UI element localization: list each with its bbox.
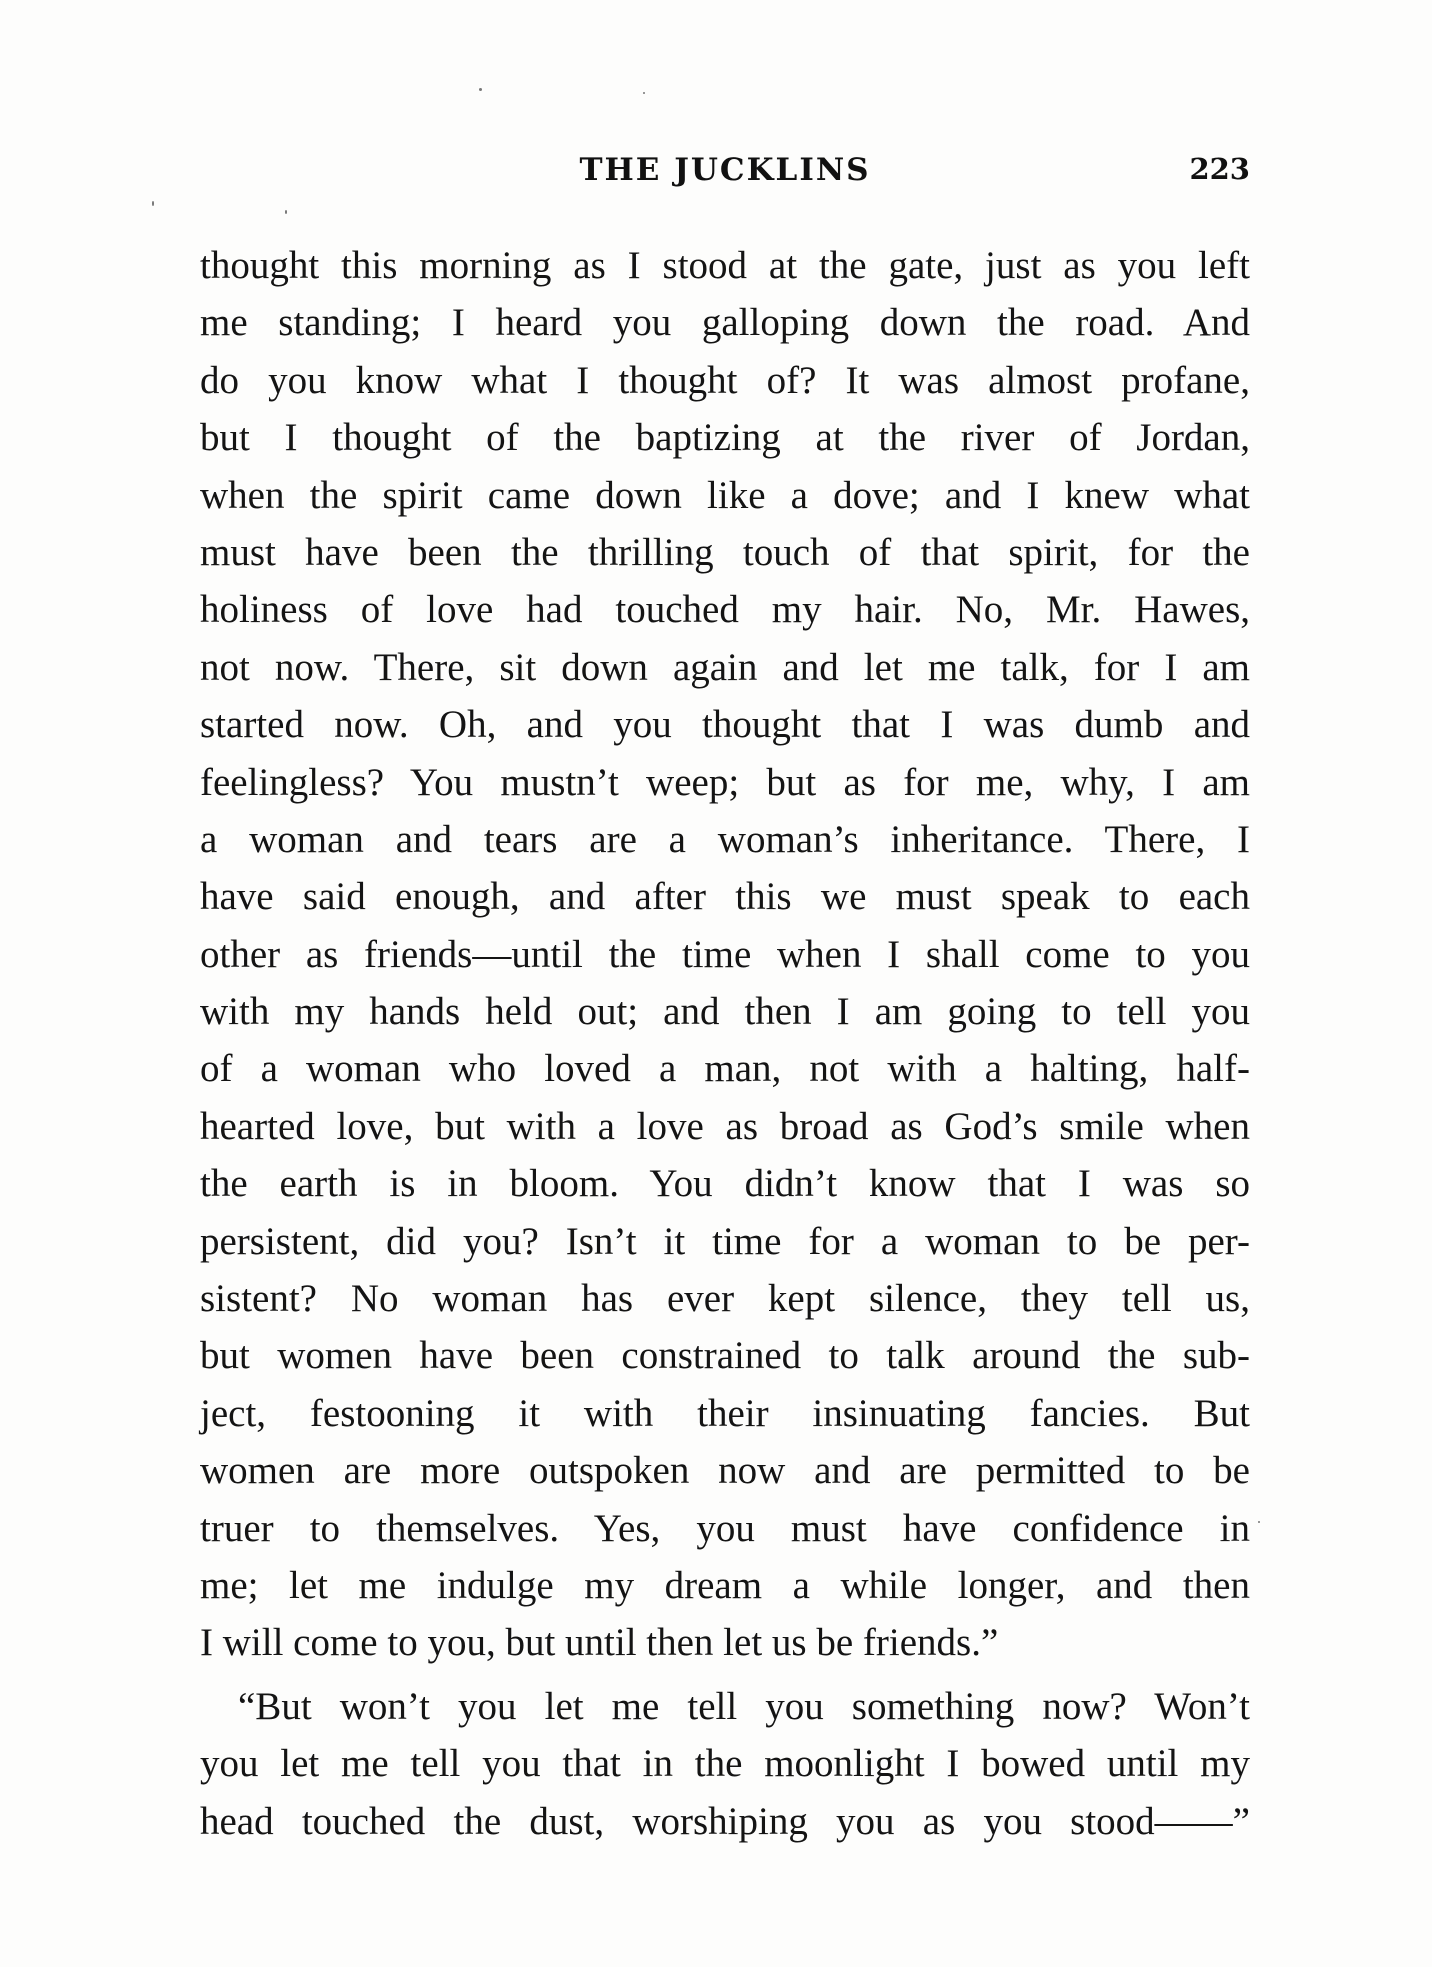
- text-line: persistent, did you? Isn’t it time for a woman to be per-: [200, 1219, 1250, 1263]
- text-line: truer to themselves. Yes, you must have confidence in: [200, 1506, 1250, 1550]
- text-line: hearted love, but with a love as broad as God’s smile when: [200, 1104, 1250, 1148]
- text-line: but women have been constrained to talk around the sub-: [200, 1334, 1250, 1378]
- text-line: me; let me indulge my dream a while longer, and then: [200, 1563, 1250, 1607]
- text-line: must have been the thrilling touch of that spirit, for the: [200, 530, 1250, 574]
- text-line: sistent? No woman has ever kept silence, they tell us,: [200, 1277, 1250, 1321]
- running-title: THE JUCKLINS: [579, 152, 871, 188]
- text-line: other as friends—until the time when I shall come to you: [200, 932, 1250, 976]
- text-line: when the spirit came down like a dove; and I knew what: [200, 473, 1250, 517]
- text-line: the earth is in bloom. You didn’t know that I was so: [200, 1162, 1250, 1206]
- text-line: started now. Oh, and you thought that I was dumb and: [200, 703, 1250, 747]
- paper-speck: [643, 92, 645, 94]
- text-line: but I thought of the baptizing at the river of Jordan,: [200, 416, 1250, 460]
- body-text: [200, 237, 1250, 1850]
- text-line: not now. There, sit down again and let me talk, for I am: [200, 645, 1250, 689]
- text-line: women are more outspoken now and are permitted to be: [200, 1449, 1250, 1493]
- paper-speck: [479, 88, 482, 91]
- paper-speck: [285, 210, 287, 214]
- text-line: me standing; I heard you galloping down the road. And: [200, 301, 1250, 345]
- text-line: holiness of love had touched my hair. No, Mr. Hawes,: [200, 588, 1250, 632]
- text-line: a woman and tears are a woman’s inheritance. There, I: [200, 817, 1250, 861]
- text-line: do you know what I thought of? It was almost profane,: [200, 358, 1250, 402]
- text-line: feelingless? You mustn’t weep; but as for me, why, I am: [200, 760, 1250, 804]
- text-line: thought this morning as I stood at the gate, just as you left: [200, 244, 1250, 287]
- text-line: with my hands held out; and then I am going to tell you: [200, 990, 1250, 1034]
- running-head: [200, 152, 1250, 198]
- page-number: 223: [1189, 152, 1250, 186]
- text-line: of a woman who loved a man, not with a halting, half-: [200, 1047, 1250, 1091]
- text-line: I will come to you, but until then let us be friends.”: [200, 1621, 999, 1665]
- text-line: ject, festooning it with their insinuating fancies. But: [200, 1391, 1250, 1435]
- text-line: have said enough, and after this we must speak to each: [200, 875, 1250, 919]
- paper-speck: [152, 201, 154, 206]
- text-line: “But won’t you let me tell you something now? Won’t: [238, 1684, 1250, 1728]
- paper-speck: [1258, 1521, 1260, 1523]
- text-line: you let me tell you that in the moonlight I bowed until my: [200, 1742, 1250, 1786]
- text-line: head touched the dust, worshiping you as you stood——”: [200, 1799, 1250, 1843]
